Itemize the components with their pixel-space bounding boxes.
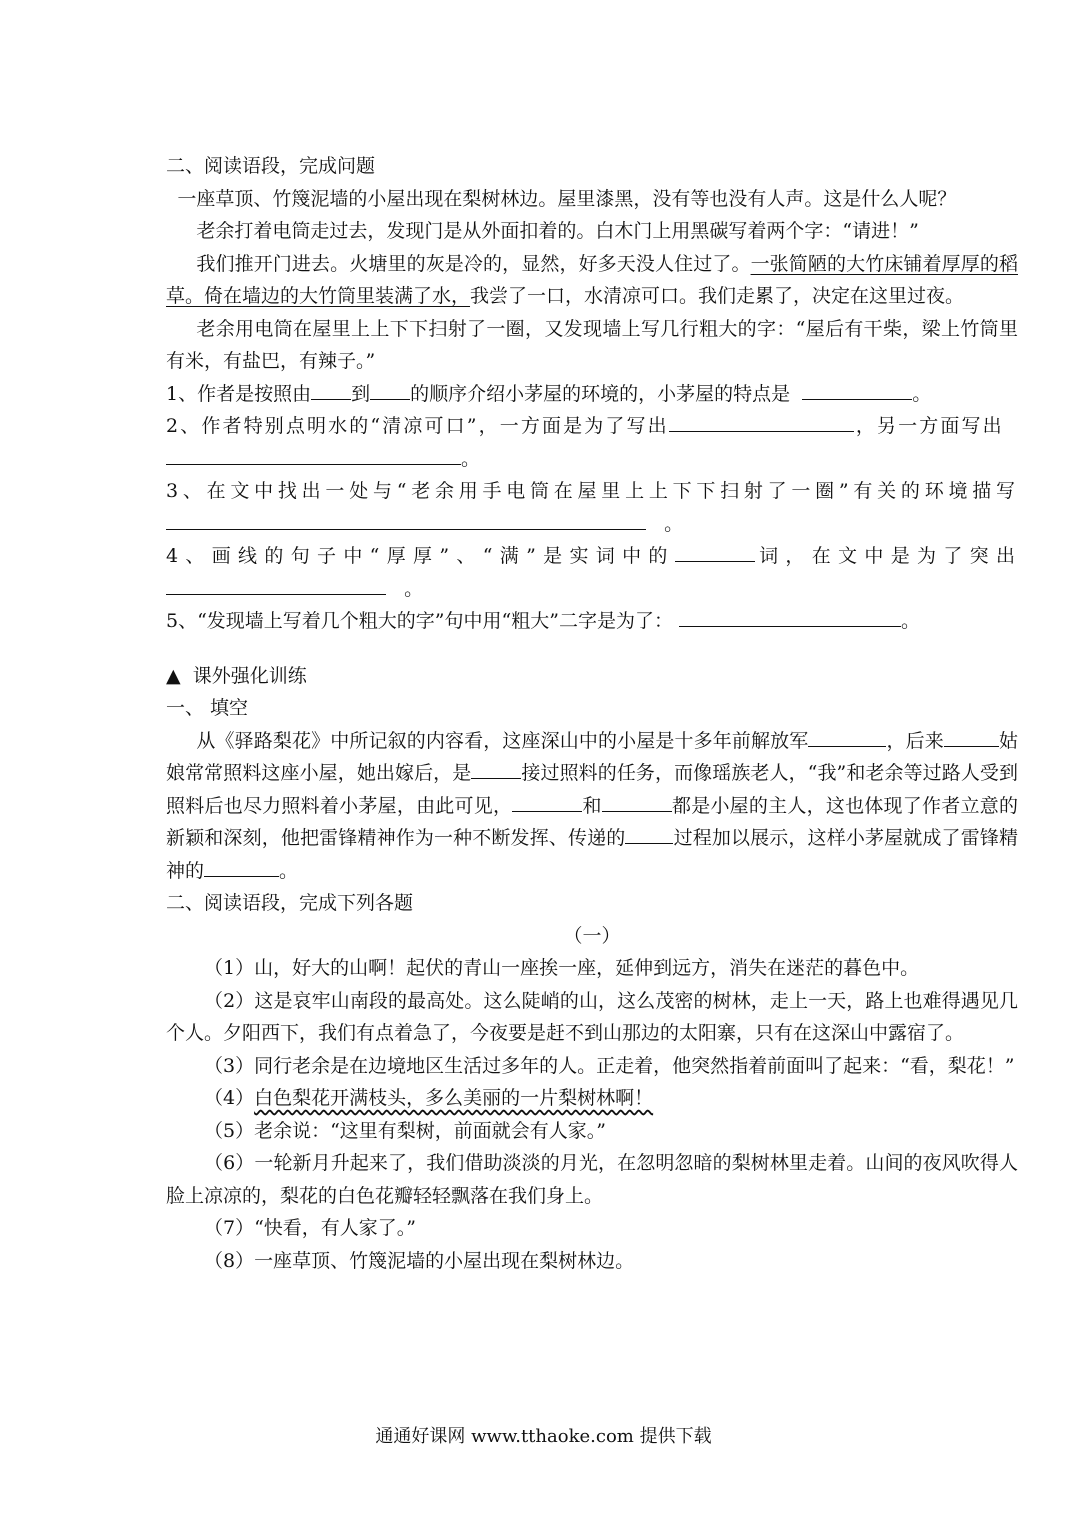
passage-paragraph: （8）一座草顶、竹篾泥墙的小屋出现在梨树林边。 <box>204 1249 635 1272</box>
reading-heading: 二、阅读语段，完成下列各题 <box>166 892 414 914</box>
answer-blank[interactable] <box>166 574 386 595</box>
passage-paragraph: （4）白色梨花开满枝头，多么美丽的一片梨树林啊！ <box>204 1087 654 1109</box>
passage-paragraph: （5）老余说：“这里有梨树，前面就会有人家。” <box>204 1119 607 1142</box>
wavy-underlined-sentence: 白色梨花开满枝头，多么美丽的一片梨树林啊！ <box>254 1087 654 1109</box>
question-1: 1、作者是按照由 到 的顺序介绍小茅屋的环境的，小茅屋的特点是 。 <box>166 378 1018 411</box>
question-5: 5、“发现墙上写着几个粗大的字”句中用“粗大”二字是为了： 。 <box>166 605 1018 638</box>
answer-blank[interactable] <box>311 379 351 400</box>
answer-blank[interactable] <box>166 509 646 530</box>
passage-paragraph: （3）同行老余是在边境地区生活过多年的人。正走着，他突然指着前面叫了起来：“看，梨花！” <box>204 1054 1015 1077</box>
part-label: （一） <box>563 924 621 947</box>
triangle-icon: ▲ <box>166 664 181 687</box>
fill-heading: 一、 填空 <box>166 697 249 719</box>
passage-paragraph: 一座草顶、竹篾泥墙的小屋出现在梨树林边。屋里漆黑，没有等也没有人声。这是什么人呢？ <box>177 187 957 210</box>
passage-paragraph: （7）“快看，有人家了。” <box>204 1217 417 1239</box>
answer-blank[interactable] <box>625 823 673 844</box>
underlined-sentence: 一张简陋的大竹床铺着厚厚的稻草。倚在墙边的大竹筒里装满了水， <box>166 252 1018 307</box>
page-footer: 通通好课网 www.tthaoke.com 提供下载 <box>375 1426 712 1447</box>
passage-paragraph: （2）这是哀牢山南段的最高处。这么陡峭的山，这么茂密的树林，走上一天，路上也难得遇见几个人。夕阳西下，我们有点着急了，今夜要是赶不到山那边的太阳寨，只有在这深山中露宿了。 <box>166 989 1018 1044</box>
question-3: 3、在文中找出一处与“老余用手电筒在屋里上上下下扫射了一圈”有关的环境描写 。 <box>166 480 1018 535</box>
answer-blank[interactable] <box>512 791 582 812</box>
question-2: 2、作者特别点明水的“清凉可口”，一方面是为了写出 ，另一方面写出 。 <box>166 410 1018 475</box>
passage-paragraph: 我们推开门进去。火塘里的灰是冷的，显然，好多天没人住过了。一张简陋的大竹床铺着厚厚的稻草。倚在墙边的大竹筒里装满了水，我尝了一口，水清凉可口。我们走累了，决定在这里过夜。 <box>166 252 1018 307</box>
answer-blank[interactable] <box>370 379 410 400</box>
answer-blank[interactable] <box>802 379 912 400</box>
answer-blank[interactable] <box>944 726 999 747</box>
section-heading: 二、阅读语段，完成问题 <box>166 155 376 177</box>
answer-blank[interactable] <box>602 791 672 812</box>
passage-paragraph: （1）山，好大的山啊！起伏的青山一座挨一座，延伸到远方，消失在迷茫的暮色中。 <box>204 957 920 979</box>
passage-paragraph: （6）一轮新月升起来了，我们借助淡淡的月光，在忽明忽暗的梨树林里走着。山间的夜风吹得人脸上凉凉的，梨花的白色花瓣轻轻飘落在我们身上。 <box>166 1152 1018 1207</box>
answer-blank[interactable] <box>669 411 854 432</box>
answer-blank[interactable] <box>679 606 901 627</box>
passage-paragraph: 老余打着电筒走过去，发现门是从外面扣着的。白木门上用黑碳写着两个字：“请进！” <box>196 220 919 242</box>
answer-blank[interactable] <box>675 541 755 562</box>
passage-paragraph: 老余用电筒在屋里上上下下扫射了一圈，又发现墙上写几行粗大的字：“屋后有干柴，梁上竹筒里有米，有盐巴，有辣子。” <box>166 317 1018 372</box>
answer-blank[interactable] <box>471 758 521 779</box>
fill-paragraph: 从《驿路梨花》中所记叙的内容看，这座深山中的小屋是十多年前解放军 ，后来 姑娘常常照料这座小屋，她出嫁后，是 接过照料的任务，而像瑶族老人，“我”和老余等过路人受到照料后也尽力照料着小茅屋，由此可见， 和 都是小屋的主人，这也体现了作者立意的新颖和深刻，他把雷锋精神作为一种不断发挥、传递的 过程加以展示，这样小茅屋就成了雷锋精神的 。 <box>166 725 1018 888</box>
question-4: 4、画线的句子中“厚厚”、“满”是实词中的 词，在文中是为了突出 。 <box>166 540 1018 605</box>
answer-blank[interactable] <box>808 726 886 747</box>
answer-blank[interactable] <box>204 856 279 877</box>
answer-blank[interactable] <box>166 444 461 465</box>
worksheet-page <box>166 150 1018 1277</box>
section-title: ▲ 课外强化训练 <box>166 664 307 687</box>
